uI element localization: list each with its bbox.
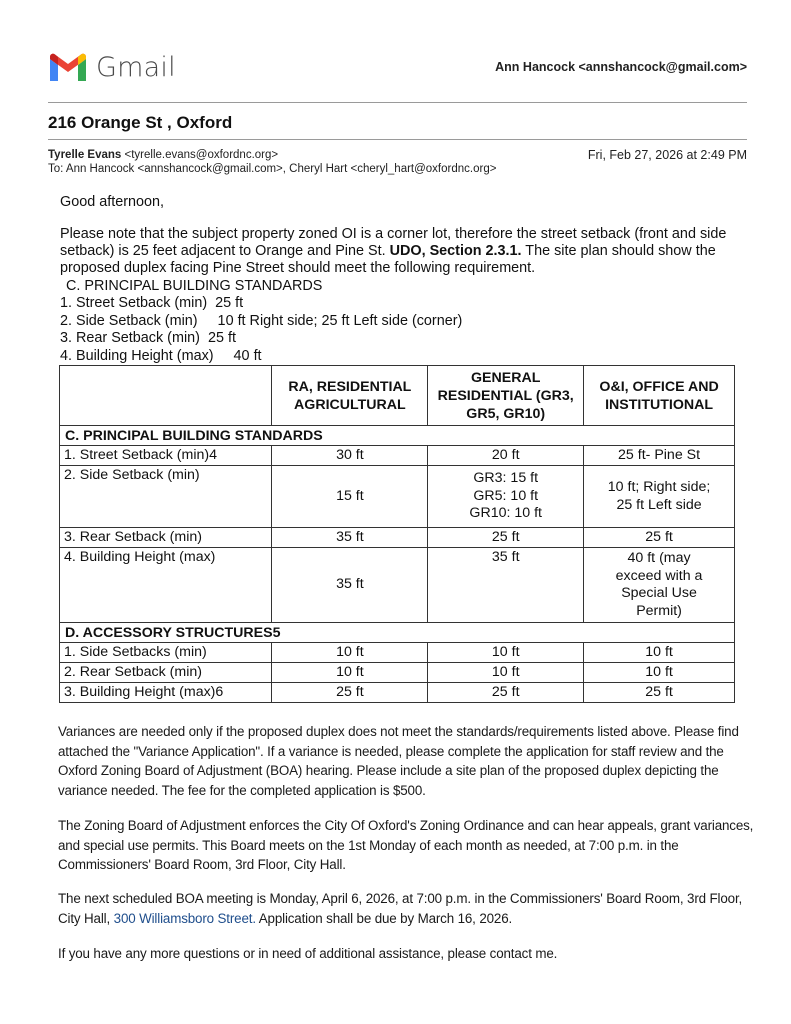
table-row	[60, 663, 735, 683]
udo-reference: UDO, Section 2.3.1.	[389, 243, 522, 259]
intro-text: Please note that the subject property zoned OI is a corner lot, therefore the street setback (front and side setback) is 25 feet adjacent to Orange and Pine St.	[60, 226, 727, 259]
cell-oi	[584, 548, 735, 623]
table-row	[60, 548, 735, 623]
cell-line: GR10: 10 ft	[469, 505, 542, 522]
table-row	[60, 683, 735, 703]
email-date: Fri, Feb 27, 2026 at 2:49 PM	[587, 148, 747, 162]
cell-ra: 35 ft	[272, 528, 428, 548]
intro-paragraph	[60, 226, 740, 277]
sender-name: Tyrelle Evans	[48, 149, 122, 161]
board-paragraph: The Zoning Board of Adjustment enforces the City Of Oxford's Zoning Ordinance and can hear appeals, grant variances, and special use permits. This Board meets on the 1st Monday of each month as needed, at 7:00 p.m. in the Commissioners' Board Room, 3rd Floor, City Hall.	[58, 818, 754, 873]
cell-line: 10 ft; Right side;	[607, 479, 711, 495]
header-divider	[48, 102, 747, 103]
header-gr: GENERAL RESIDENTIAL (GR3, GR5, GR10)	[428, 366, 584, 426]
standards-heading: C. PRINCIPAL BUILDING STANDARDS	[66, 278, 323, 294]
cell-oi: 10 ft	[584, 663, 735, 683]
standards-list	[60, 278, 462, 365]
cell-gr: 35 ft	[428, 548, 584, 623]
gmail-wordmark: Gmail	[96, 52, 176, 83]
cell-ra: 35 ft	[272, 548, 428, 623]
standard-item: 3. Rear Setback (min) 25 ft	[60, 330, 236, 347]
due-date-text: Application shall be due by March 16, 2026.	[255, 910, 513, 926]
account-label: Ann Hancock <annshancock@gmail.com>	[495, 60, 747, 74]
cell-ra: 15 ft	[272, 466, 428, 528]
section-d-title: D. ACCESSORY STRUCTURES5	[60, 623, 735, 643]
next-meeting-paragraph	[58, 889, 768, 928]
cell-oi	[584, 466, 735, 528]
section-row	[60, 426, 735, 446]
cell-ra: 10 ft	[272, 663, 428, 683]
cell-oi: 10 ft	[584, 643, 735, 663]
cell-line: 25 ft Left side	[616, 496, 702, 513]
email-subject: 216 Orange St , Oxford	[48, 113, 233, 132]
sender-email: <tyrelle.evans@oxfordnc.org>	[124, 149, 279, 161]
gmail-m-icon	[48, 53, 88, 83]
row-label: 1. Street Setback (min)4	[60, 446, 272, 466]
standard-item: 4. Building Height (max) 40 ft	[60, 347, 262, 364]
row-label: 3. Rear Setback (min)	[60, 528, 272, 548]
cell-line: GR5: 10 ft	[473, 487, 539, 504]
standard-item: 2. Side Setback (min) 10 ft Right side; 25 ft Left side (corner)	[60, 312, 463, 329]
sender-line	[48, 149, 278, 161]
cell-oi: 25 ft	[584, 683, 735, 703]
address-link[interactable]: 300 Williamsboro Street.	[113, 910, 256, 926]
row-label: 1. Side Setbacks (min)	[60, 643, 272, 663]
greeting: Good afternoon,	[60, 194, 165, 210]
contact-paragraph: If you have any more questions or in need of additional assistance, please contact me.	[58, 946, 558, 961]
cell-oi: 25 ft	[584, 528, 735, 548]
table-row	[60, 528, 735, 548]
variance-paragraph: Variances are needed only if the proposed duplex does not meet the standards/requirements listed above. Please find attached the "Variance Application". If a variance is needed, please complete the application for staff review and the Oxford Zoning Board of Adjustment (BOA) hearing. Please include a site plan of the proposed duplex depicting the variance needed. The fee for the completed application is $500.	[58, 724, 739, 799]
section-row	[60, 623, 735, 643]
section-c-title: C. PRINCIPAL BUILDING STANDARDS	[60, 426, 735, 446]
cell-gr: 25 ft	[428, 683, 584, 703]
intro-text-end: The site plan should show the proposed duplex facing Pine Street should meet the following requirement.	[60, 243, 716, 276]
cell-line: exceed with a	[615, 567, 703, 584]
next-meeting-text: The next scheduled BOA meeting is Monday, April 6, 2026, at 7:00 p.m. in the Commissioners' Board Room, 3rd Floor, City Hall,	[58, 891, 743, 926]
zoning-standards-table	[59, 365, 735, 703]
subject-divider	[48, 139, 747, 140]
table-row	[60, 643, 735, 663]
row-label: 2. Side Setback (min)	[60, 466, 272, 528]
cell-line: GR3: 15 ft	[473, 470, 539, 487]
row-label: 3. Building Height (max)6	[60, 683, 272, 703]
row-label: 2. Rear Setback (min)	[60, 663, 272, 683]
cell-gr: 10 ft	[428, 663, 584, 683]
cell-line: Permit)	[636, 602, 682, 619]
cell-line: 40 ft (may	[627, 550, 691, 566]
cell-oi: 25 ft- Pine St	[584, 446, 735, 466]
cell-gr: 25 ft	[428, 528, 584, 548]
cell-gr: 20 ft	[428, 446, 584, 466]
row-label: 4. Building Height (max)	[60, 548, 272, 623]
cell-ra: 25 ft	[272, 683, 428, 703]
table-header-row	[60, 366, 735, 426]
table-row	[60, 466, 735, 528]
header-ra: RA, RESIDENTIAL AGRICULTURAL	[272, 366, 428, 426]
cell-ra: 10 ft	[272, 643, 428, 663]
table-row	[60, 446, 735, 466]
standard-item: 1. Street Setback (min) 25 ft	[60, 295, 244, 312]
header-empty	[60, 366, 272, 426]
header-oi: O&I, OFFICE AND INSTITUTIONAL	[584, 366, 735, 426]
recipients-line: To: Ann Hancock <annshancock@gmail.com>, Cheryl Hart <cheryl_hart@oxfordnc.org>	[48, 163, 497, 175]
cell-line: Special Use	[621, 585, 697, 601]
cell-gr	[428, 466, 584, 528]
cell-gr: 10 ft	[428, 643, 584, 663]
gmail-logo	[48, 52, 176, 83]
cell-ra: 30 ft	[272, 446, 428, 466]
